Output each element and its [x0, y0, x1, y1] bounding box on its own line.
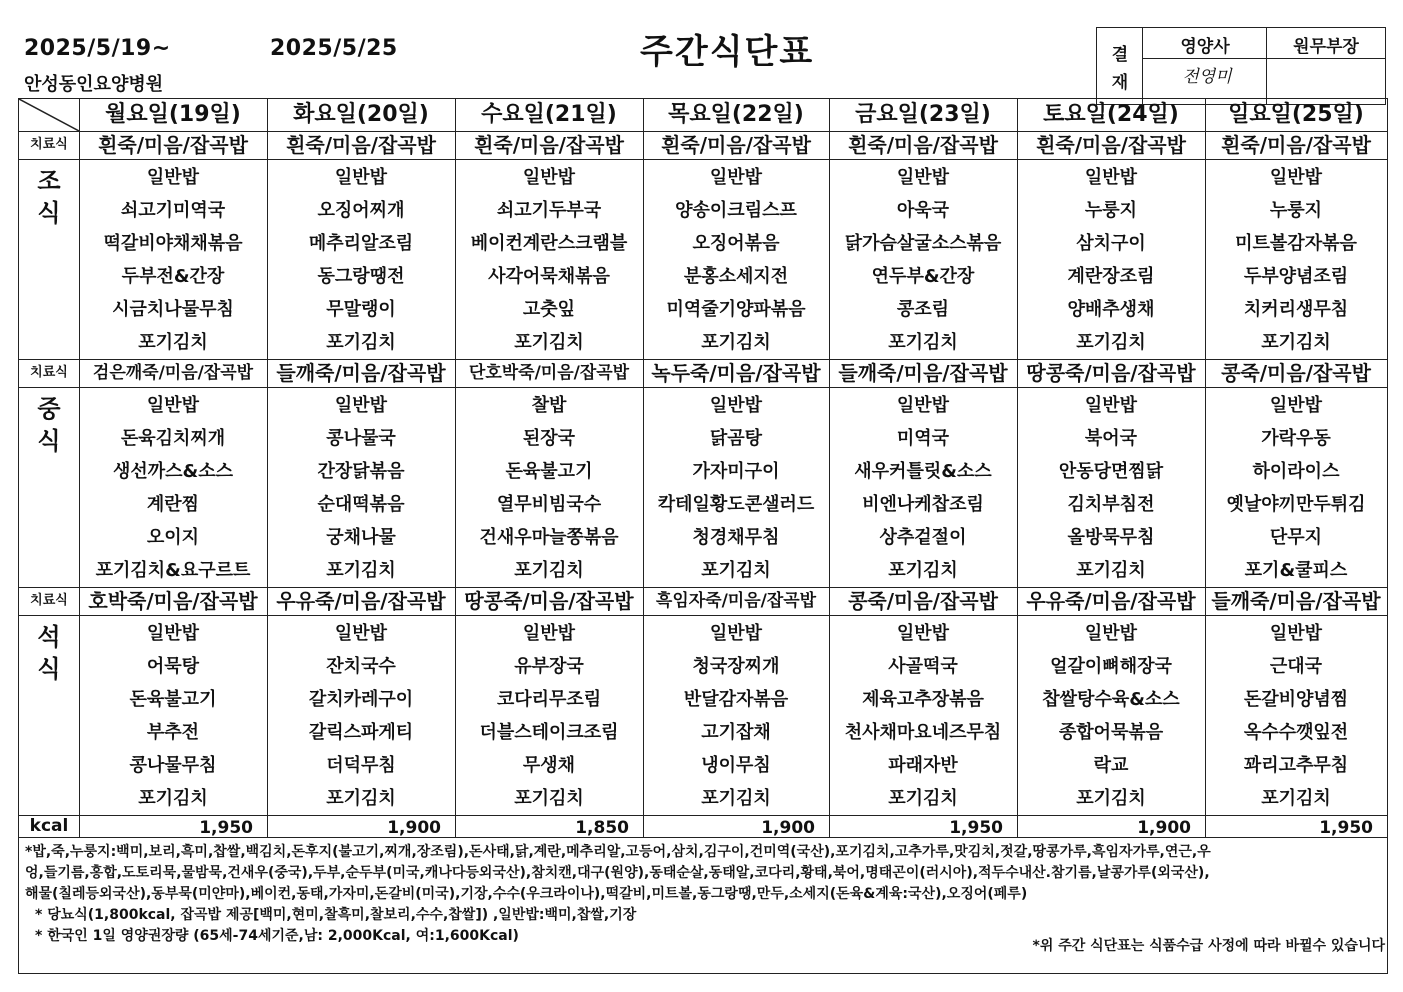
kcal-value: 1,900	[761, 818, 815, 838]
menu-item: 오이지	[146, 527, 200, 548]
menu-item: 생선까스&소스	[112, 461, 234, 482]
special-diet-cell: 흰죽/미음/잡곡밥	[1221, 133, 1371, 157]
special-diet-cell: 우유죽/미음/잡곡밥	[276, 589, 446, 613]
menu-item: 미역줄기양파볶음	[666, 299, 806, 320]
approval-role-manager: 원무부장	[1293, 37, 1359, 57]
origin-note-3: 해물(칠레등외국산),동부묵(미얀마),베이컨,동태,가자미,돈갈비(미국),기장,수수(우크라이나),떡갈비,미트볼,동그랑땡,만두,소세지(돈육&계육:국산),오징어(페루)	[25, 886, 1028, 902]
kcal-value: 1,850	[575, 818, 629, 838]
day-header: 수요일(21일)	[481, 102, 617, 127]
special-diet-cell: 들깨죽/미음/잡곡밥	[838, 361, 1008, 385]
menu-item: 콩조림	[896, 299, 950, 320]
menu-item: 포기김치	[888, 788, 958, 809]
menu-item: 일반밥	[1084, 623, 1138, 644]
day-header: 금요일(23일)	[855, 102, 991, 127]
menu-item: 더블스테이크조림	[479, 722, 619, 743]
menu-item: 고기잡채	[701, 722, 771, 743]
meal-label-top: 조	[37, 167, 61, 195]
menu-item: 포기김치	[1076, 332, 1146, 353]
special-diet-cell: 들깨죽/미음/잡곡밥	[276, 361, 446, 385]
menu-item: 냉이무침	[701, 755, 771, 776]
menu-item: 일반밥	[1269, 623, 1323, 644]
special-diet-cell: 흰죽/미음/잡곡밥	[286, 133, 436, 157]
menu-item: 두부전&간장	[121, 266, 225, 287]
special-diet-cell: 땅콩죽/미음/잡곡밥	[1026, 361, 1196, 385]
menu-item: 포기김치	[514, 560, 584, 581]
menu-item: 동그랑땡전	[317, 266, 405, 287]
menu-item: 사골떡국	[888, 656, 958, 677]
special-diet-cell: 흰죽/미음/잡곡밥	[474, 133, 624, 157]
menu-item: 무생채	[522, 755, 576, 776]
special-diet-label: 치료식	[30, 365, 68, 380]
menu-item: 된장국	[522, 428, 576, 449]
menu-item: 갈치카레구이	[308, 689, 414, 710]
special-diet-cell: 검은깨죽/미음/잡곡밥	[92, 363, 254, 383]
menu-item: 청경채무침	[692, 527, 780, 548]
menu-item: 꽈리고추무침	[1243, 755, 1349, 776]
special-diet-cell: 녹두죽/미음/잡곡밥	[651, 361, 821, 385]
menu-item: 포기김치	[326, 560, 396, 581]
menu-item: 오징어찌개	[317, 200, 405, 221]
menu-item: 닭가슴살굴소스볶음	[844, 233, 1002, 254]
day-header: 목요일(22일)	[668, 102, 804, 127]
kcal-value: 1,950	[1319, 818, 1373, 838]
menu-item: 포기김치	[514, 788, 584, 809]
menu-item: 북어국	[1084, 428, 1138, 449]
menu-item: 일반밥	[709, 623, 763, 644]
menu-item: 연두부&간장	[871, 266, 975, 287]
menu-item: 일반밥	[709, 395, 763, 416]
kcal-value: 1,950	[199, 818, 253, 838]
menu-item: 일반밥	[334, 623, 388, 644]
special-diet-cell: 우유죽/미음/잡곡밥	[1026, 589, 1196, 613]
menu-item: 시금치나물무침	[112, 299, 234, 320]
row-divider	[19, 615, 1387, 616]
menu-item: 찹쌀탕수육&소스	[1042, 689, 1180, 710]
menu-item: 일반밥	[709, 167, 763, 188]
menu-item: 일반밥	[146, 395, 200, 416]
menu-item: 고춧잎	[522, 299, 576, 320]
menu-item: 일반밥	[334, 395, 388, 416]
menu-item: 종합어묵볶음	[1058, 722, 1164, 743]
menu-item: 치커리생무침	[1243, 299, 1349, 320]
menu-item: 쇠고기미역국	[120, 200, 226, 221]
meal-label-top: 석	[37, 623, 61, 651]
menu-item: 상추겉절이	[879, 527, 967, 548]
day-header: 화요일(20일)	[293, 102, 429, 127]
menu-item: 사각어묵채볶음	[488, 266, 610, 287]
page-title: 주간식단표	[640, 32, 815, 72]
menu-item: 일반밥	[896, 623, 950, 644]
menu-item: 옥수수깻잎전	[1243, 722, 1349, 743]
menu-item: 오징어볶음	[692, 233, 780, 254]
menu-item: 열무비빔국수	[496, 494, 602, 515]
menu-item: 미역국	[896, 428, 950, 449]
approval-role-nutritionist: 영양사	[1180, 37, 1230, 57]
special-diet-cell: 호박죽/미음/잡곡밥	[88, 589, 258, 613]
menu-item: 일반밥	[896, 167, 950, 188]
menu-item: 포기김치	[1261, 788, 1331, 809]
diabetic-note: * 당뇨식(1,800kcal, 잡곡밥 제공[백미,현미,찰흑미,찰보리,수수,찹쌀]) ,일반밥:백미,찹쌀,기장	[35, 907, 637, 923]
menu-item: 새우커틀릿&소스	[854, 461, 992, 482]
menu-item: 양배추생채	[1067, 299, 1155, 320]
kcal-value: 1,900	[1137, 818, 1191, 838]
menu-item: 콩나물국	[326, 428, 396, 449]
menu-item: 메추리알조림	[308, 233, 414, 254]
menu-item: 일반밥	[1084, 395, 1138, 416]
menu-item: 일반밥	[1084, 167, 1138, 188]
menu-item: 포기김치&요구르트	[95, 560, 251, 581]
menu-item: 포기김치	[326, 788, 396, 809]
corner-diagonal	[19, 99, 79, 131]
menu-item: 안동당면찜닭	[1058, 461, 1164, 482]
menu-item: 일반밥	[522, 623, 576, 644]
meal-label-bottom: 식	[37, 199, 61, 227]
special-diet-label: 치료식	[30, 593, 68, 608]
kcal-value: 1,950	[949, 818, 1003, 838]
start-date: 2025/5/19~	[24, 36, 171, 61]
menu-item: 찰밥	[531, 395, 567, 416]
menu-item: 누룽지	[1084, 200, 1138, 221]
menu-item: 얼갈이뼈해장국	[1050, 656, 1172, 677]
menu-item: 포기김치	[1261, 332, 1331, 353]
menu-item: 일반밥	[146, 623, 200, 644]
menu-item: 더덕무침	[326, 755, 396, 776]
menu-item: 락교	[1093, 755, 1129, 776]
menu-item: 잔치국수	[326, 656, 396, 677]
menu-item: 돈육불고기	[505, 461, 593, 482]
menu-item: 포기김치	[701, 332, 771, 353]
menu-item: 부추전	[146, 722, 200, 743]
menu-item: 포기김치	[888, 332, 958, 353]
menu-item: 일반밥	[146, 167, 200, 188]
special-diet-cell: 콩죽/미음/잡곡밥	[1221, 361, 1371, 385]
meal-label-bottom: 식	[37, 655, 61, 683]
menu-item: 청국장찌개	[692, 656, 780, 677]
end-date: 2025/5/25	[270, 36, 398, 61]
approval-signature: 전영미	[1182, 67, 1232, 87]
menu-item: 일반밥	[896, 395, 950, 416]
menu-item: 포기김치	[326, 332, 396, 353]
approval-label-bottom: 재	[1111, 73, 1129, 93]
disclaimer-note: *위 주간 식단표는 식품수급 사정에 따라 바뀔수 있습니다	[1032, 938, 1385, 954]
kcal-label: kcal	[29, 816, 69, 836]
menu-item: 포기김치	[701, 560, 771, 581]
menu-item: 천사채마요네즈무침	[844, 722, 1002, 743]
menu-item: 포기김치	[138, 332, 208, 353]
day-header: 월요일(19일)	[105, 102, 241, 127]
meal-label-top: 중	[37, 395, 61, 423]
menu-item: 제육고추장볶음	[862, 689, 984, 710]
menu-item: 떡갈비야채채볶음	[103, 233, 243, 254]
row-divider	[19, 159, 1387, 160]
menu-item: 궁채나물	[326, 527, 396, 548]
menu-item: 어묵탕	[146, 656, 200, 677]
menu-item: 김치부침전	[1067, 494, 1155, 515]
menu-item: 일반밥	[334, 167, 388, 188]
menu-item: 가락우동	[1261, 428, 1331, 449]
menu-item: 근대국	[1269, 656, 1323, 677]
menu-item: 반달감자볶음	[683, 689, 789, 710]
menu-item: 포기김치	[888, 560, 958, 581]
menu-item: 삼치구이	[1076, 233, 1146, 254]
row-divider	[19, 387, 1387, 388]
menu-item: 일반밥	[522, 167, 576, 188]
menu-item: 계란찜	[146, 494, 200, 515]
menu-item: 포기김치	[1076, 560, 1146, 581]
special-diet-cell: 흑임자죽/미음/잡곡밥	[655, 591, 817, 611]
origin-note-2: 엉,들기름,홍합,도토리묵,물밤묵,건새우(중국),두부,순두부(미국,캐나다등외국산),참치캔,대구(원양),동태순살,동태알,코다리,황태,북어,명태곤이(러시아),적두수내산.참기름,날콩가루(외국산),	[25, 865, 1210, 881]
menu-item: 순대떡볶음	[317, 494, 405, 515]
special-diet-label: 치료식	[30, 137, 68, 152]
hospital-name: 안성동인요양병원	[24, 74, 164, 95]
menu-item: 포기김치	[514, 332, 584, 353]
menu-item: 계란장조림	[1067, 266, 1155, 287]
menu-item: 단무지	[1269, 527, 1323, 548]
menu-item: 분홍소세지전	[683, 266, 789, 287]
origin-note-1: *밥,죽,누룽지:백미,보리,흑미,찹쌀,백김치,돈후지(불고기,찌개,장조림),돈사태,닭,계란,메추리알,고등어,삼치,김구이,건미역(국산),포기김치,고추가루,맛김치,젓갈,땅콩가루,흑임자가루,연근,우	[25, 844, 1211, 860]
menu-item: 갈릭스파게티	[308, 722, 414, 743]
menu-item: 두부양념조림	[1243, 266, 1349, 287]
menu-table	[18, 98, 1388, 838]
special-diet-cell: 흰죽/미음/잡곡밥	[661, 133, 811, 157]
special-diet-cell: 흰죽/미음/잡곡밥	[848, 133, 998, 157]
menu-item: 파래자반	[888, 755, 958, 776]
special-diet-cell: 흰죽/미음/잡곡밥	[1036, 133, 1186, 157]
day-header: 토요일(24일)	[1043, 102, 1179, 127]
approval-label-top: 결	[1111, 45, 1129, 65]
menu-item: 닭곰탕	[709, 428, 763, 449]
menu-item: 비엔나케찹조림	[862, 494, 984, 515]
rda-note: * 한국인 1일 영양권장량 (65세-74세기준,남: 2,000Kcal, 여:1,600Kcal)	[35, 928, 519, 944]
special-diet-cell: 들깨죽/미음/잡곡밥	[1211, 589, 1381, 613]
menu-item: 포기김치	[1076, 788, 1146, 809]
menu-item: 쇠고기두부국	[496, 200, 602, 221]
special-diet-cell: 콩죽/미음/잡곡밥	[848, 589, 998, 613]
menu-item: 건새우마늘쫑볶음	[479, 527, 619, 548]
menu-item: 돈갈비양념찜	[1243, 689, 1349, 710]
menu-item: 무말랭이	[326, 299, 396, 320]
menu-item: 누룽지	[1269, 200, 1323, 221]
menu-item: 양송이크림스프	[675, 200, 797, 221]
special-diet-cell: 흰죽/미음/잡곡밥	[98, 133, 248, 157]
day-header: 일요일(25일)	[1228, 102, 1364, 127]
special-diet-cell: 땅콩죽/미음/잡곡밥	[464, 589, 634, 613]
menu-item: 일반밥	[1269, 167, 1323, 188]
menu-item: 포기&쿨피스	[1244, 560, 1348, 581]
menu-item: 올방묵무침	[1067, 527, 1155, 548]
menu-item: 콩나물무침	[129, 755, 217, 776]
menu-item: 간장닭볶음	[317, 461, 405, 482]
menu-item: 포기김치	[701, 788, 771, 809]
approval-box	[1096, 27, 1386, 105]
menu-item: 베이컨계란스크램블	[470, 233, 628, 254]
menu-item: 포기김치	[138, 788, 208, 809]
menu-item: 유부장국	[514, 656, 584, 677]
menu-item: 가자미구이	[692, 461, 780, 482]
meal-label-bottom: 식	[37, 427, 61, 455]
menu-item: 코다리무조림	[496, 689, 602, 710]
menu-item: 아욱국	[896, 200, 950, 221]
special-diet-cell: 단호박죽/미음/잡곡밥	[468, 363, 630, 383]
menu-item: 칵테일황도콘샐러드	[657, 494, 815, 515]
menu-item: 옛날야끼만두튀김	[1226, 494, 1366, 515]
menu-item: 일반밥	[1269, 395, 1323, 416]
menu-item: 미트볼감자볶음	[1235, 233, 1357, 254]
menu-item: 돈육불고기	[129, 689, 217, 710]
menu-item: 하이라이스	[1252, 461, 1340, 482]
kcal-value: 1,900	[387, 818, 441, 838]
menu-item: 돈육김치찌개	[120, 428, 226, 449]
row-divider	[19, 815, 1387, 816]
